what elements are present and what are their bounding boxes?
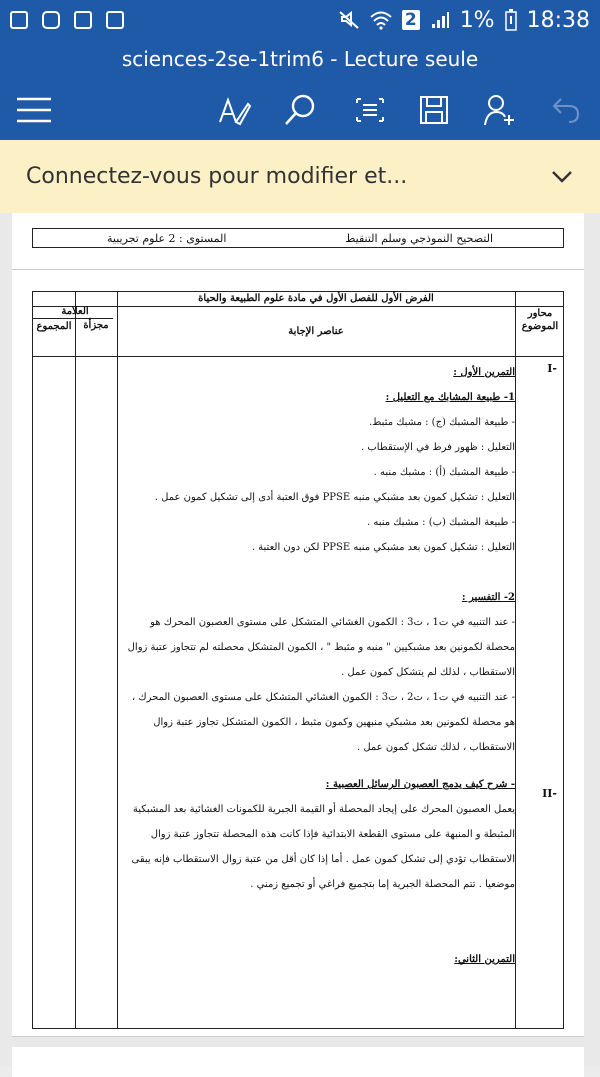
answer-line: موضعيا . تتم المحصلة الجبرية إما بتجميع فراغي أو تجميع زمني . xyxy=(250,879,515,890)
undo-button[interactable] xyxy=(546,90,586,130)
answer-table xyxy=(32,291,564,1029)
battery-icon xyxy=(505,9,517,31)
answer-line: الاستقطاب تؤدي إلى تشكل كمون عمل . أما إذا كان أقل من عتبة زوال الاستقطاب فإنه يبقى xyxy=(131,854,515,865)
edit-mode-button[interactable] xyxy=(214,90,254,130)
col-axes-header: محاور الموضوع xyxy=(521,308,559,332)
signal-icon xyxy=(430,10,450,30)
share-button[interactable] xyxy=(480,90,520,130)
clipboard-notification-icon xyxy=(106,11,124,29)
status-bar xyxy=(0,0,600,40)
divider xyxy=(12,269,584,270)
menu-button[interactable] xyxy=(14,90,54,130)
answer-line: 1- طبيعة المشابك مع التعليل : xyxy=(385,392,515,403)
answer-line: الاستقطاب ، لذلك لم يتشكل كمون عمل . xyxy=(341,667,515,678)
sim-badge: 2 xyxy=(402,10,420,30)
gallery-notification-icon xyxy=(10,11,28,29)
reading-view-icon xyxy=(355,95,385,125)
pen-a-icon xyxy=(216,92,252,128)
answer-line xyxy=(117,897,515,947)
answer-line: التمرين الثاني: xyxy=(454,954,515,965)
table-title: الفرض الأول للفصل الأول في مادة علوم الطبيعة والحياة xyxy=(198,293,434,304)
file-notification-icon xyxy=(74,11,92,29)
answer-line: يعمل العصبون المحرك على إيجاد المحصلة أو القيمة الجبرية للكمونات الغشائية بعد المشبكية xyxy=(132,804,515,815)
col-part-header: مجزأة xyxy=(83,320,109,331)
answer-line: التعليل : تشكيل كمون بعد مشبكي منبه PPSE لكن دون العتبة . xyxy=(251,542,515,553)
answer-line: محصلة لكمونين بعد مشبكيين " منبه و مثبط " ، الكمون المتشكل محصلته لم تتجاوز عتبة زوال xyxy=(127,642,515,653)
answer-line: هو محصلة لكمونين بعد مشبكي منبهين وكمون مثبط ، الكمون المتشكل تجاوز عتبة زوال xyxy=(153,717,515,728)
header-left-text: التصحيح النموذجي وسلم التنقيط xyxy=(345,231,493,245)
answer-line: التعليل : تشكيل كمون بعد مشبكي منبه PPSE فوق العتبة أدى إلى تشكيل كمون عمل . xyxy=(154,492,515,503)
battery-percent: 1% xyxy=(459,7,495,33)
toolbar xyxy=(0,78,600,140)
header-right-text: المستوى : 2 علوم تجريبية xyxy=(107,231,227,245)
answer-line: المثبطة و المنبهة على مستوى القطعة الابتدائية فإذا كانت هذه المحصلة تتجاوز عتبة زوال xyxy=(150,829,515,840)
answer-line: التمرين الأول : xyxy=(453,367,515,378)
wifi-icon xyxy=(370,10,392,30)
save-button[interactable] xyxy=(414,90,454,130)
add-person-icon xyxy=(483,93,517,127)
answer-line: - طبيعة المشبك (ج) : مشبك مثبط. xyxy=(368,417,515,428)
document-area[interactable] xyxy=(0,213,600,1066)
clock: 18:38 xyxy=(526,7,590,33)
answer-content xyxy=(117,360,515,972)
next-page xyxy=(12,1047,584,1077)
answer-line: - طبيعة المشبك (أ) : مشبك منبه . xyxy=(373,467,515,478)
search-icon xyxy=(283,93,317,127)
search-button[interactable] xyxy=(280,90,320,130)
undo-icon xyxy=(551,95,581,125)
header-box xyxy=(32,228,564,248)
answer-line: التعليل : ظهور فرط في الإستقطاب . xyxy=(360,442,515,453)
row-label-1: -I xyxy=(547,362,557,375)
row-label-2: -II xyxy=(542,787,557,800)
col-grade-header: العلامة xyxy=(61,306,89,317)
save-icon xyxy=(419,95,449,125)
col-total-header: المجموع xyxy=(36,321,72,332)
sign-in-banner[interactable] xyxy=(0,140,600,213)
answer-line: - عند التنبيه في ت1 ، ت3 : الكمون الغشائي المتشكل على مستوى العصبون المحرك هو xyxy=(150,617,515,628)
banner-text: Connectez-vous pour modifier et... xyxy=(26,164,408,189)
answer-line: - شرح كيف يدمج العصبون الرسائل العصبية : xyxy=(325,779,515,790)
hamburger-icon xyxy=(17,97,51,123)
col-elements-header: عناصر الإجابة xyxy=(288,326,344,337)
answer-line: - عند التنبيه في ت1 ، ت2 ، ت3 : الكمون الغشائي المتشكل على مستوى العصبون المحرك ، xyxy=(131,692,515,703)
mute-icon xyxy=(338,10,360,30)
reading-view-button[interactable] xyxy=(350,90,390,130)
document-page xyxy=(12,213,584,1037)
youtube-notification-icon xyxy=(42,11,60,29)
document-title: sciences-2se-1trim6 - Lecture seule xyxy=(0,40,600,78)
answer-line: الاستقطاب ، لذلك تشكل كمون عمل . xyxy=(356,742,515,753)
chevron-down-icon[interactable] xyxy=(550,169,574,185)
answer-line xyxy=(117,560,515,585)
answer-line: 2- التفسير : xyxy=(461,592,515,603)
answer-line: - طبيعة المشبك (ب) : مشبك منبه . xyxy=(366,517,515,528)
